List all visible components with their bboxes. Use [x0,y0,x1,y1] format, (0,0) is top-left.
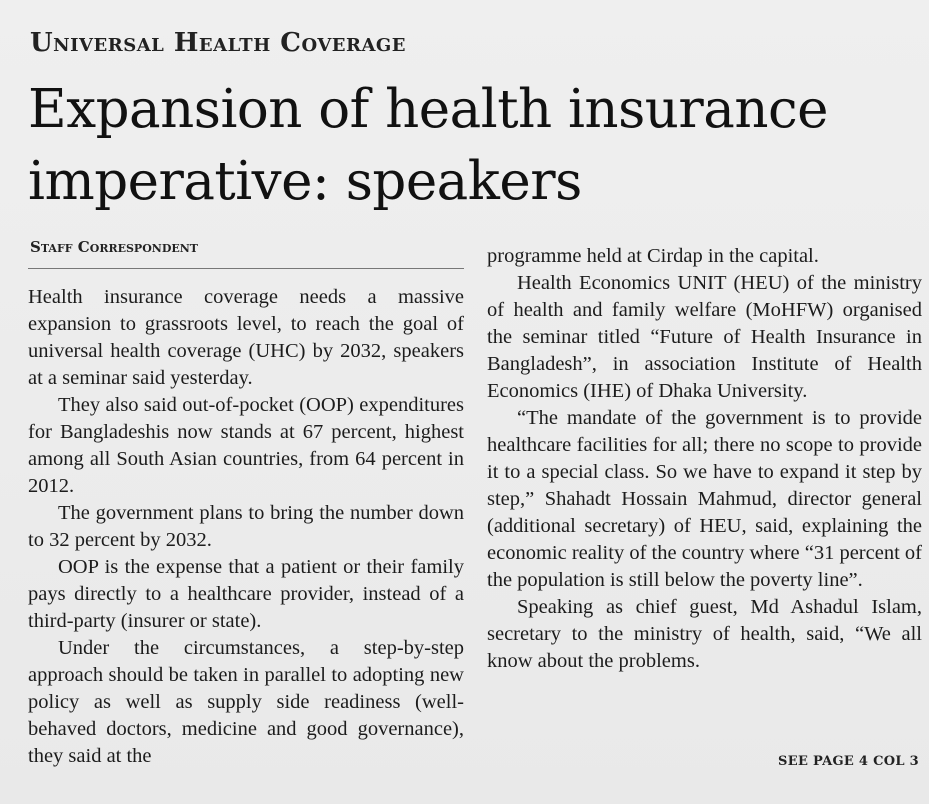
paragraph: “The mandate of the government is to provide healthcare facilities for all; there no scope to provide it to a special class. So we have to expand it step by step,” Shahadt Hossain Mahmud, director general (additional secretary) of HEU, said, explaining the economic reality of the country where “31 percent of the population is still below the poverty line”. [487,407,922,591]
paragraph: Health insurance coverage needs a massive expansion to grassroots level, to reach the goal of universal health coverage (UHC) by 2032, speakers at a seminar said yesterday. [28,286,464,389]
byline-divider [28,268,464,269]
byline: Staff Correspondent [30,238,198,256]
paragraph: OOP is the expense that a patient or their family pays directly to a healthcare provider, instead of a third-party (insurer or state). [28,556,464,632]
paragraph: Speaking as chief guest, Md Ashadul Islam, secretary to the ministry of health, said, “We all know about the problems. [487,596,922,672]
continuation-jump-line: SEE PAGE 4 COL 3 [778,754,919,769]
paragraph: Health Economics UNIT (HEU) of the ministry of health and family welfare (MoHFW) organised the seminar titled “Future of Health Insurance in Bangladesh”, in association Institute of Health Economics (IHE) of Dhaka University. [487,272,922,402]
paragraph-continued: programme held at Cirdap in the capital. [487,245,819,267]
section-kicker: Universal Health Coverage [30,28,407,58]
paragraph: They also said out-of-pocket (OOP) expenditures for Bangladeshis now stands at 67 percent, highest among all South Asian countries, from 64 percent in 2012. [28,394,464,497]
paragraph: Under the circumstances, a step-by-step approach should be taken in parallel to adopting new policy as well as supply side readiness (well-behaved doctors, medicine and good governance), they said at the [28,637,464,767]
left-column [28,284,464,770]
paragraph: The government plans to bring the number down to 32 percent by 2032. [28,502,464,551]
right-column [487,243,922,675]
article-headline: Expansion of health insurance imperative: speakers [28,79,829,212]
